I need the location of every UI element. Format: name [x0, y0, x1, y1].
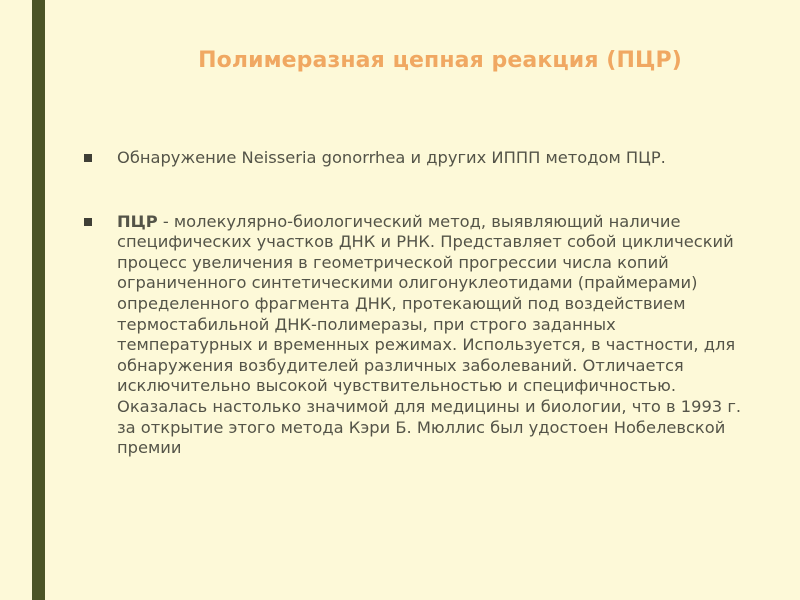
- slide-title: Полимеразная цепная реакция (ПЦР): [198, 48, 682, 73]
- square-bullet-icon: [84, 218, 92, 226]
- bullet-item-detection: [84, 148, 754, 169]
- bullet-text-detection: Обнаружение Neisseria gonorrhea и других ИППП методом ПЦР.: [117, 148, 666, 167]
- bullet-item-pcr-definition: [84, 212, 754, 459]
- pcr-definition-text: - молекулярно-биологический метод, выявляющий наличие специфических участков ДНК и РНК. Представляет собой циклический процесс увеличения в геометрической прогрессии числа копий ограниченного синтетическими олигонуклеотидами (праймерами) определенного фрагмента ДНК, протекающий под воздействием термостабильной ДНК-полимеразы, при строго заданных температурных и временных режимах. Используется, в частности, для обнаружения возбудителей различных заболеваний. Отличается исключительно высокой чувствительностью и специфичностью. Оказалась настолько значимой для медицины и биологии, что в 1993 г. за открытие этого метода Кэри Б. Мюллис был удостоен Нобелевской премии: [117, 211, 742, 458]
- bullet-list: [84, 148, 754, 459]
- pcr-term: ПЦР: [117, 211, 158, 231]
- left-accent-bar: [32, 0, 45, 600]
- square-bullet-icon: [84, 154, 92, 162]
